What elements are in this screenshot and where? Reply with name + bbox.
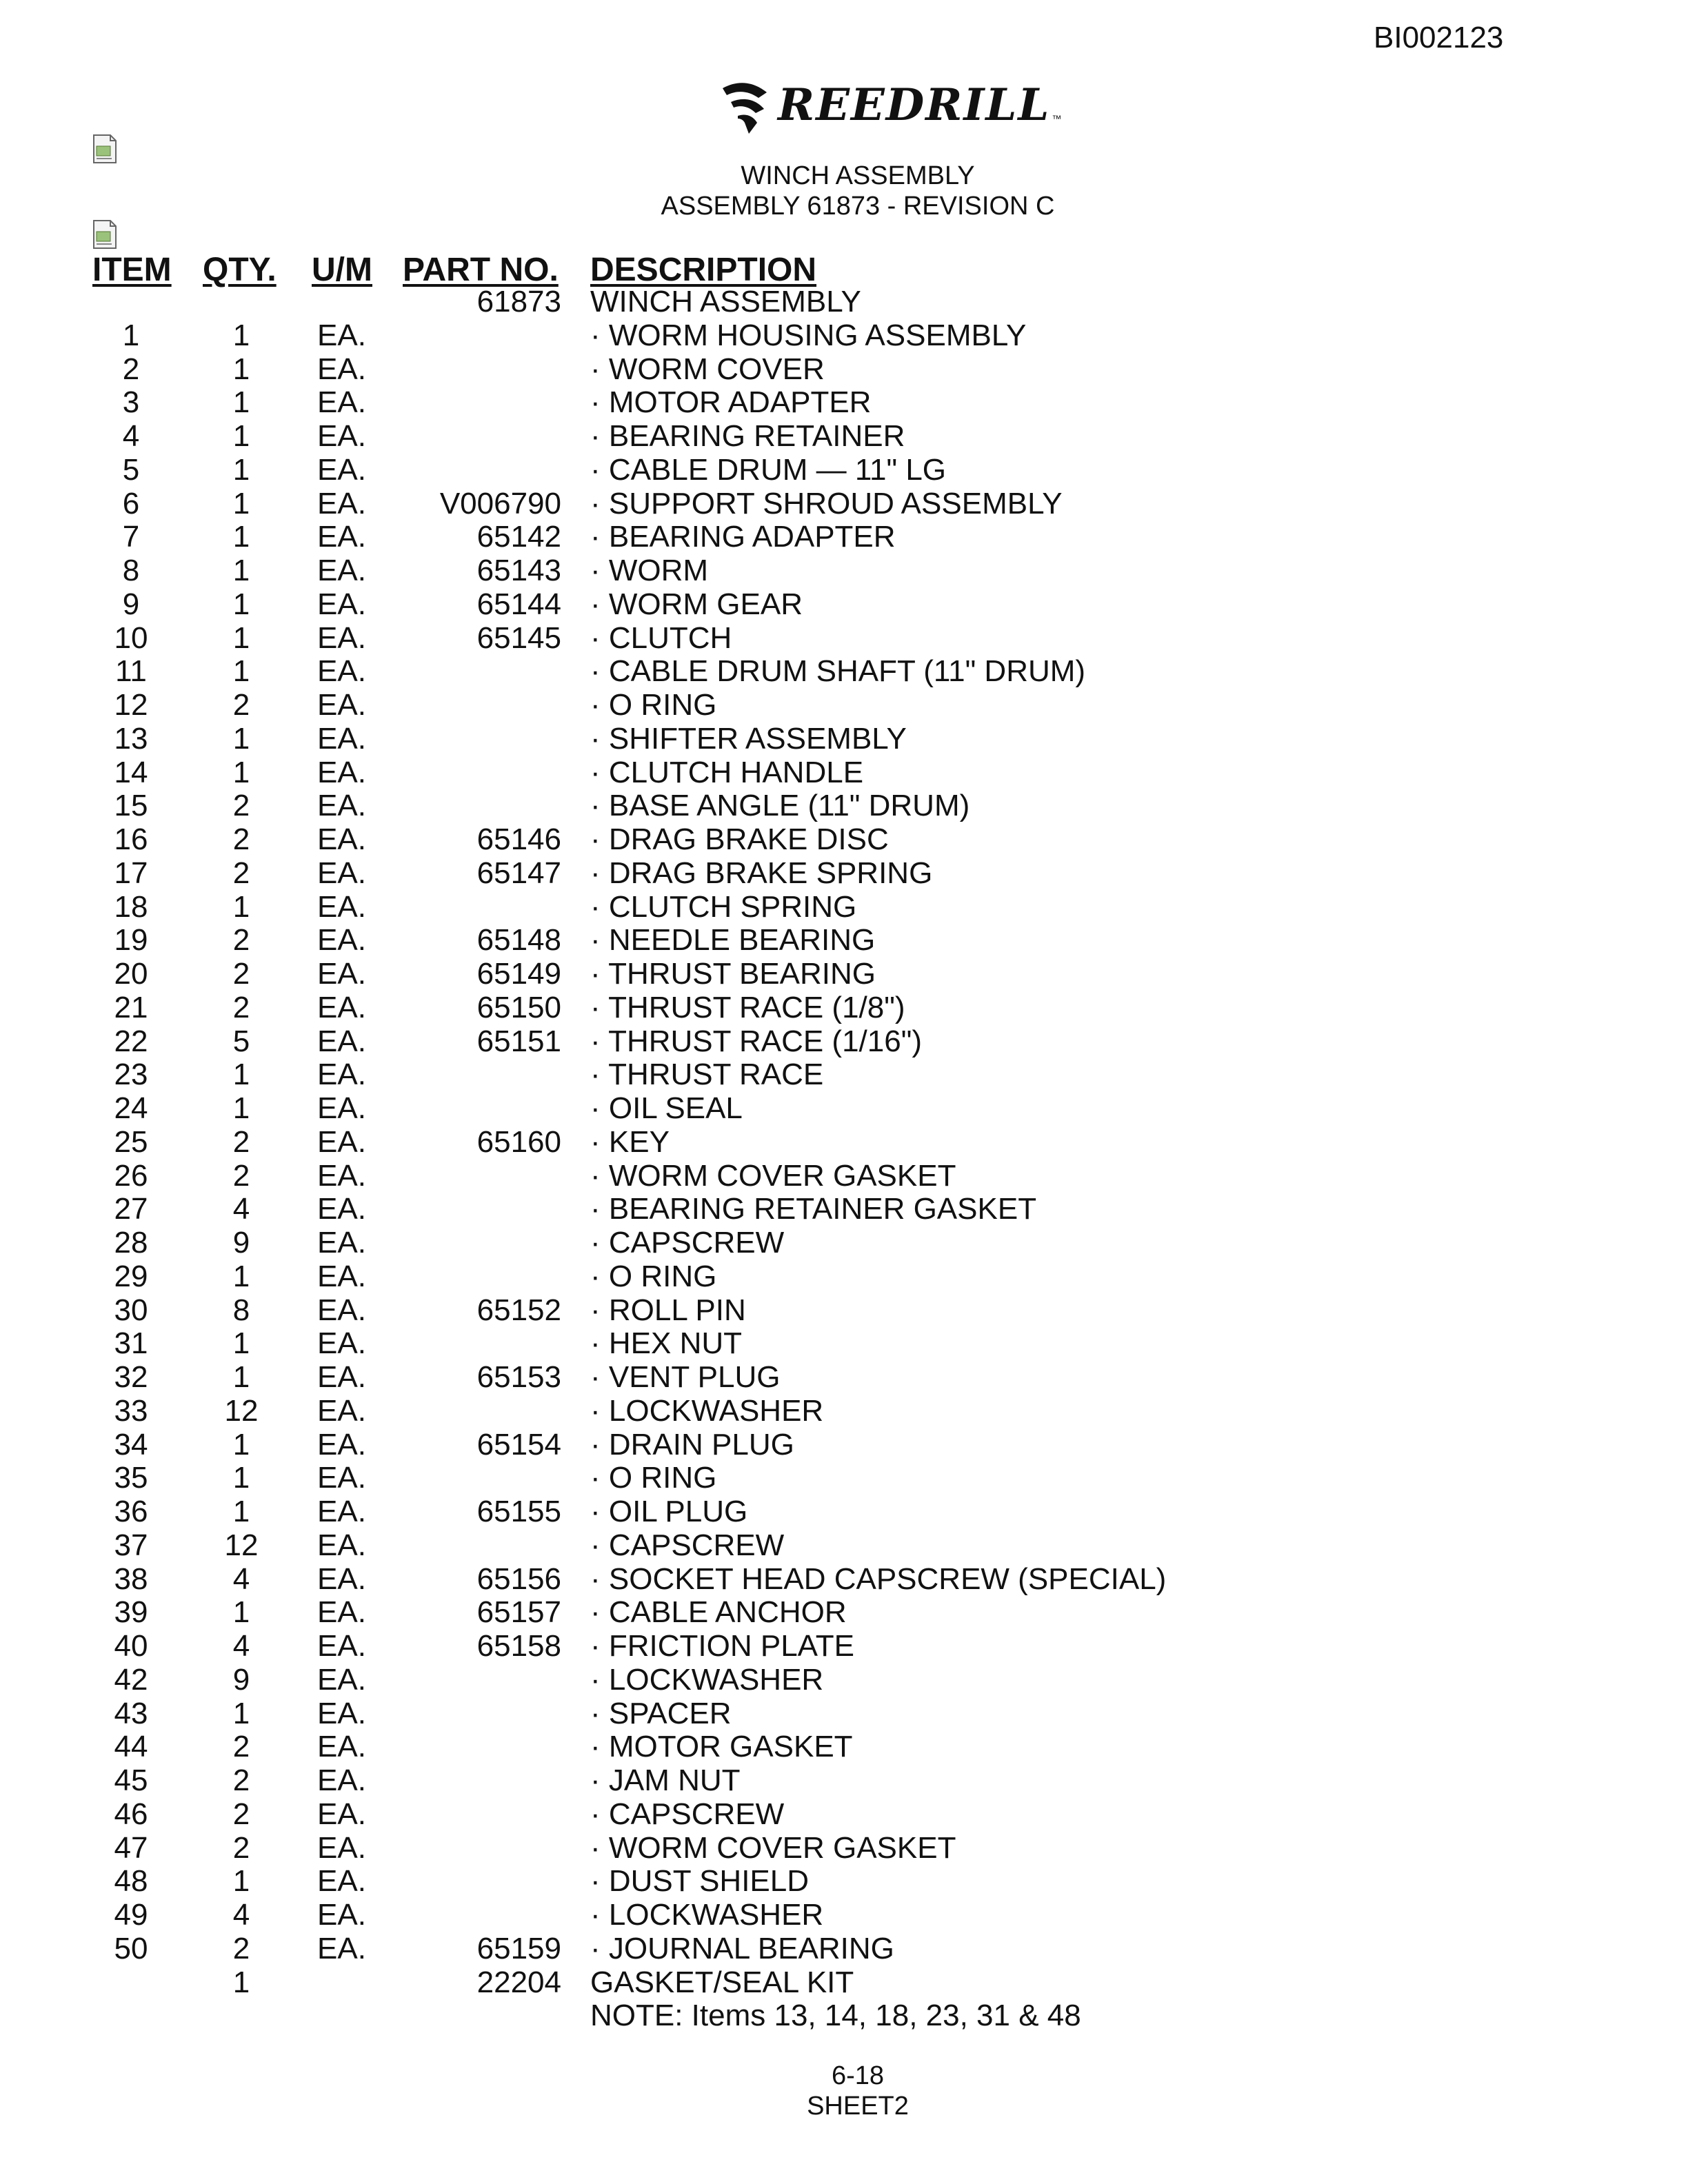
unit-cell: EA. (317, 587, 366, 621)
table-row (0, 1193, 1688, 1226)
unit-cell: EA. (317, 1864, 366, 1899)
quantity-cell: 5 (232, 1024, 250, 1058)
item-number-cell: 32 (114, 1360, 148, 1394)
quantity-cell: 12 (224, 1393, 259, 1428)
quantity-cell: 2 (232, 1763, 250, 1797)
part-number-cell: 65151 (476, 1024, 561, 1058)
description-cell: · JAM NUT (590, 1763, 741, 1797)
description-cell: · BEARING RETAINER (590, 419, 905, 453)
unit-cell: EA. (317, 1259, 366, 1293)
item-number-cell: 8 (122, 554, 140, 587)
unit-cell: EA. (317, 1226, 366, 1260)
table-row (0, 689, 1688, 722)
item-number-cell: 28 (114, 1226, 148, 1260)
description-cell: · WORM COVER (590, 352, 825, 386)
description-cell: · CLUTCH SPRING (590, 889, 857, 924)
description-cell: · SOCKET HEAD CAPSCREW (SPECIAL) (590, 1561, 1167, 1596)
table-row (0, 1126, 1688, 1160)
item-number-cell: 17 (114, 856, 148, 890)
description-cell: WINCH ASSEMBLY (590, 285, 861, 318)
description-cell: · DUST SHIELD (590, 1864, 810, 1899)
item-number-cell: 40 (114, 1629, 148, 1663)
table-row (0, 924, 1688, 958)
quantity-cell: 2 (232, 1797, 250, 1831)
item-number-cell: 43 (114, 1696, 148, 1730)
description-cell: · OIL PLUG (590, 1495, 748, 1528)
quantity-cell: 1 (232, 1058, 250, 1092)
item-number-cell: 47 (114, 1830, 148, 1865)
part-number-cell: 65144 (476, 587, 561, 621)
table-row (0, 1025, 1688, 1059)
description-cell: · MOTOR ADAPTER (590, 385, 872, 420)
part-number-cell: 65152 (476, 1293, 561, 1327)
quantity-cell: 1 (232, 385, 250, 420)
description-cell: · THRUST RACE (1/8") (590, 990, 905, 1024)
unit-cell: EA. (317, 654, 366, 689)
unit-cell: EA. (317, 1528, 366, 1562)
item-number-cell: 7 (122, 520, 140, 554)
description-cell: · OIL SEAL (590, 1091, 743, 1125)
part-number-cell: 65147 (476, 856, 561, 890)
quantity-cell: 2 (232, 1730, 250, 1764)
part-number-cell: 65154 (476, 1427, 561, 1462)
quantity-cell: 4 (232, 1561, 250, 1596)
unit-cell: EA. (317, 1326, 366, 1361)
table-row (0, 1697, 1688, 1731)
quantity-cell: 2 (232, 923, 250, 958)
unit-cell: EA. (317, 1058, 366, 1092)
quantity-cell: 1 (232, 318, 250, 352)
table-row (0, 1832, 1688, 1866)
unit-cell: EA. (317, 1561, 366, 1596)
unit-cell: EA. (317, 789, 366, 823)
column-header-um: U/M (312, 252, 372, 288)
unit-cell: EA. (317, 1427, 366, 1462)
table-row (0, 857, 1688, 891)
description-cell: · CABLE ANCHOR (590, 1595, 847, 1630)
item-number-cell: 24 (114, 1091, 148, 1125)
quantity-cell: 2 (232, 789, 250, 823)
quantity-cell: 2 (232, 1830, 250, 1865)
quantity-cell: 1 (232, 419, 250, 453)
part-number-cell: 65158 (476, 1629, 561, 1663)
table-row (0, 1260, 1688, 1294)
unit-cell: EA. (317, 822, 366, 856)
table-row (0, 722, 1688, 756)
column-header-part-no: PART NO. (403, 252, 559, 288)
unit-cell: EA. (317, 889, 366, 924)
table-row (0, 1529, 1688, 1563)
part-number-cell: 65142 (476, 520, 561, 554)
unit-cell: EA. (317, 1696, 366, 1730)
quantity-cell: 1 (232, 1326, 250, 1361)
table-row (0, 991, 1688, 1025)
quantity-cell: 2 (232, 957, 250, 991)
quantity-cell: 4 (232, 1192, 250, 1226)
table-row (0, 891, 1688, 924)
description-cell: · CLUTCH (590, 620, 732, 655)
table-row (0, 1495, 1688, 1529)
table-row (0, 285, 1688, 319)
unit-cell: EA. (317, 957, 366, 991)
item-number-cell: 37 (114, 1528, 148, 1562)
part-number-cell: 65157 (476, 1595, 561, 1630)
description-cell: · THRUST BEARING (590, 957, 876, 991)
quantity-cell: 1 (232, 587, 250, 621)
description-cell: · THRUST RACE (590, 1058, 824, 1092)
description-cell: · DRAG BRAKE SPRING (590, 856, 933, 890)
description-cell: · CAPSCREW (590, 1226, 785, 1260)
table-row (0, 1563, 1688, 1597)
unit-cell: EA. (317, 1293, 366, 1327)
item-number-cell: 3 (122, 385, 140, 420)
sheet-label: SHEET2 (807, 2092, 909, 2121)
part-number-cell: 22204 (476, 1965, 561, 1999)
table-row (0, 1395, 1688, 1428)
item-number-cell: 45 (114, 1763, 148, 1797)
item-number-cell: 33 (114, 1393, 148, 1428)
description-cell: · FRICTION PLATE (590, 1629, 854, 1663)
table-row (0, 1428, 1688, 1462)
quantity-cell: 1 (232, 1461, 250, 1495)
unit-cell: EA. (317, 923, 366, 958)
description-cell: · CAPSCREW (590, 1797, 785, 1831)
table-row (0, 1630, 1688, 1664)
table-row (0, 823, 1688, 857)
part-number-cell: 65150 (476, 990, 561, 1024)
unit-cell: EA. (317, 352, 366, 386)
item-number-cell: 42 (114, 1662, 148, 1697)
logo-wordmark: REEDRILL (778, 79, 1051, 131)
quantity-cell: 4 (232, 1898, 250, 1932)
item-number-cell: 44 (114, 1730, 148, 1764)
description-cell: · DRAG BRAKE DISC (590, 822, 889, 856)
table-row (0, 1092, 1688, 1126)
item-number-cell: 39 (114, 1595, 148, 1630)
quantity-cell: 9 (232, 1226, 250, 1260)
item-number-cell: 6 (122, 486, 140, 520)
description-cell: · LOCKWASHER (590, 1393, 824, 1428)
item-number-cell: 49 (114, 1898, 148, 1932)
description-cell: GASKET/SEAL KIT (590, 1965, 854, 1999)
item-number-cell: 15 (114, 789, 148, 823)
unit-cell: EA. (317, 1124, 366, 1159)
table-row (0, 1058, 1688, 1092)
quantity-cell: 1 (232, 1360, 250, 1394)
document-icon (91, 134, 119, 164)
unit-cell: EA. (317, 486, 366, 520)
description-cell: · CLUTCH HANDLE (590, 755, 864, 789)
description-cell: · SPACER (590, 1696, 732, 1730)
document-id: BI002123 (1374, 21, 1504, 54)
description-cell: · DRAIN PLUG (590, 1427, 794, 1462)
item-number-cell: 21 (114, 990, 148, 1024)
quantity-cell: 1 (232, 1595, 250, 1630)
item-number-cell: 5 (122, 452, 140, 487)
description-cell: · WORM COVER GASKET (590, 1158, 956, 1193)
table-row (0, 1999, 1688, 2033)
drill-logo-icon (717, 74, 772, 136)
description-cell: · WORM HOUSING ASSEMBLY (590, 318, 1027, 352)
quantity-cell: 1 (232, 520, 250, 554)
part-number-cell: 65153 (476, 1360, 561, 1394)
description-cell: · CABLE DRUM SHAFT (11" DRUM) (590, 654, 1086, 689)
unit-cell: EA. (317, 419, 366, 453)
description-cell: · CAPSCREW (590, 1528, 785, 1562)
item-number-cell: 26 (114, 1158, 148, 1193)
table-row (0, 1899, 1688, 1932)
table-row (0, 1798, 1688, 1832)
description-cell: · SHIFTER ASSEMBLY (590, 721, 907, 756)
quantity-cell: 2 (232, 688, 250, 722)
item-number-cell: 23 (114, 1058, 148, 1092)
item-number-cell: 16 (114, 822, 148, 856)
quantity-cell: 2 (232, 1124, 250, 1159)
quantity-cell: 9 (232, 1662, 250, 1697)
part-number-cell: 61873 (476, 285, 561, 318)
item-number-cell: 11 (115, 654, 147, 689)
quantity-cell: 1 (232, 1864, 250, 1899)
quantity-cell: 1 (232, 1495, 250, 1528)
item-number-cell: 20 (114, 957, 148, 991)
quantity-cell: 1 (232, 1091, 250, 1125)
description-cell: · JOURNAL BEARING (590, 1931, 894, 1965)
description-cell: · LOCKWASHER (590, 1898, 824, 1932)
table-row (0, 353, 1688, 387)
part-number-cell: 65143 (476, 554, 561, 587)
document-icon (91, 219, 119, 250)
description-cell: NOTE: Items 13, 14, 18, 23, 31 & 48 (590, 1999, 1081, 2033)
item-number-cell: 50 (114, 1931, 148, 1965)
unit-cell: EA. (317, 755, 366, 789)
quantity-cell: 1 (232, 654, 250, 689)
table-row (0, 1664, 1688, 1697)
unit-cell: EA. (317, 1158, 366, 1193)
logo-trademark: ™ (1052, 113, 1062, 124)
part-number-cell: 65148 (476, 923, 561, 958)
item-number-cell: 35 (114, 1461, 148, 1495)
unit-cell: EA. (317, 856, 366, 890)
item-number-cell: 13 (114, 721, 148, 756)
table-row (0, 1226, 1688, 1260)
unit-cell: EA. (317, 1360, 366, 1394)
unit-cell: EA. (317, 990, 366, 1024)
description-cell: · WORM GEAR (590, 587, 803, 621)
part-number-cell: 65156 (476, 1561, 561, 1596)
table-row (0, 1730, 1688, 1764)
table-row (0, 319, 1688, 353)
item-number-cell: 48 (114, 1864, 148, 1899)
assembly-revision: ASSEMBLY 61873 - REVISION C (661, 192, 1055, 221)
table-row (0, 420, 1688, 454)
table-row (0, 1596, 1688, 1630)
unit-cell: EA. (317, 520, 366, 554)
unit-cell: EA. (317, 721, 366, 756)
unit-cell: EA. (317, 620, 366, 655)
quantity-cell: 12 (224, 1528, 259, 1562)
unit-cell: EA. (317, 1797, 366, 1831)
description-cell: · KEY (590, 1124, 670, 1159)
unit-cell: EA. (317, 688, 366, 722)
item-number-cell: 25 (114, 1124, 148, 1159)
description-cell: · THRUST RACE (1/16") (590, 1024, 922, 1058)
unit-cell: EA. (317, 1091, 366, 1125)
quantity-cell: 1 (232, 755, 250, 789)
table-row (0, 520, 1688, 554)
part-number-cell: V006790 (439, 486, 561, 520)
quantity-cell: 1 (232, 486, 250, 520)
description-cell: · WORM COVER GASKET (590, 1830, 956, 1865)
table-row (0, 554, 1688, 588)
table-row (0, 487, 1688, 521)
item-number-cell: 2 (122, 352, 140, 386)
part-number-cell: 65146 (476, 822, 561, 856)
table-row (0, 655, 1688, 689)
item-number-cell: 19 (114, 923, 148, 958)
description-cell: · NEEDLE BEARING (590, 923, 876, 958)
description-cell: · BEARING ADAPTER (590, 520, 896, 554)
part-number-cell: 65159 (476, 1931, 561, 1965)
unit-cell: EA. (317, 385, 366, 420)
item-number-cell: 30 (114, 1293, 148, 1327)
item-number-cell: 22 (114, 1024, 148, 1058)
unit-cell: EA. (317, 318, 366, 352)
table-row (0, 454, 1688, 487)
unit-cell: EA. (317, 1461, 366, 1495)
description-cell: · O RING (590, 1461, 717, 1495)
quantity-cell: 1 (232, 620, 250, 655)
quantity-cell: 1 (232, 1427, 250, 1462)
page-number: 6-18 (831, 2061, 885, 2090)
quantity-cell: 1 (232, 1696, 250, 1730)
table-row (0, 1764, 1688, 1798)
table-row (0, 1966, 1688, 2000)
column-header-qty: QTY. (203, 252, 277, 288)
item-number-cell: 18 (114, 889, 148, 924)
unit-cell: EA. (317, 1830, 366, 1865)
description-cell: · O RING (590, 688, 717, 722)
item-number-cell: 27 (114, 1192, 148, 1226)
unit-cell: EA. (317, 1763, 366, 1797)
item-number-cell: 10 (114, 620, 148, 655)
unit-cell: EA. (317, 1898, 366, 1932)
quantity-cell: 2 (232, 990, 250, 1024)
quantity-cell: 1 (232, 721, 250, 756)
unit-cell: EA. (317, 1024, 366, 1058)
parts-list (0, 285, 1688, 2033)
quantity-cell: 2 (232, 822, 250, 856)
item-number-cell: 14 (114, 755, 148, 789)
description-cell: · O RING (590, 1259, 717, 1293)
quantity-cell: 1 (232, 1259, 250, 1293)
description-cell: · CABLE DRUM — 11" LG (590, 452, 947, 487)
quantity-cell: 1 (232, 554, 250, 587)
table-row (0, 1327, 1688, 1361)
table-row (0, 756, 1688, 790)
description-cell: · LOCKWASHER (590, 1662, 824, 1697)
company-logo (717, 74, 1061, 136)
table-row (0, 1361, 1688, 1395)
table-row (0, 1160, 1688, 1193)
item-number-cell: 4 (122, 419, 140, 453)
table-row (0, 622, 1688, 656)
unit-cell: EA. (317, 1931, 366, 1965)
description-cell: · ROLL PIN (590, 1293, 746, 1327)
quantity-cell: 1 (232, 889, 250, 924)
table-row (0, 958, 1688, 991)
unit-cell: EA. (317, 452, 366, 487)
quantity-cell: 1 (232, 352, 250, 386)
quantity-cell: 1 (232, 452, 250, 487)
table-row (0, 1865, 1688, 1899)
unit-cell: EA. (317, 554, 366, 587)
quantity-cell: 2 (232, 1158, 250, 1193)
item-number-cell: 31 (114, 1326, 148, 1361)
item-number-cell: 29 (114, 1259, 148, 1293)
quantity-cell: 2 (232, 856, 250, 890)
unit-cell: EA. (317, 1629, 366, 1663)
quantity-cell: 8 (232, 1293, 250, 1327)
item-number-cell: 46 (114, 1797, 148, 1831)
description-cell: · BEARING RETAINER GASKET (590, 1192, 1037, 1226)
table-row (0, 386, 1688, 420)
unit-cell: EA. (317, 1393, 366, 1428)
quantity-cell: 4 (232, 1629, 250, 1663)
item-number-cell: 9 (122, 587, 140, 621)
part-number-cell: 65145 (476, 620, 561, 655)
unit-cell: EA. (317, 1192, 366, 1226)
part-number-cell: 65155 (476, 1495, 561, 1528)
table-row (0, 588, 1688, 622)
part-number-cell: 65149 (476, 957, 561, 991)
quantity-cell: 2 (232, 1931, 250, 1965)
description-cell: · HEX NUT (590, 1326, 742, 1361)
quantity-cell: 1 (232, 1965, 250, 1999)
column-header-description: DESCRIPTION (590, 252, 817, 288)
item-number-cell: 38 (114, 1561, 148, 1596)
table-row (0, 1294, 1688, 1328)
description-cell: · SUPPORT SHROUD ASSEMBLY (590, 486, 1063, 520)
unit-cell: EA. (317, 1662, 366, 1697)
item-number-cell: 34 (114, 1427, 148, 1462)
unit-cell: EA. (317, 1495, 366, 1528)
item-number-cell: 36 (114, 1495, 148, 1528)
item-number-cell: 12 (114, 688, 148, 722)
part-number-cell: 65160 (476, 1124, 561, 1159)
unit-cell: EA. (317, 1730, 366, 1764)
table-row (0, 1932, 1688, 1966)
description-cell: · MOTOR GASKET (590, 1730, 853, 1764)
description-cell: · WORM (590, 554, 709, 587)
item-number-cell: 1 (122, 318, 140, 352)
table-row (0, 1462, 1688, 1495)
column-header-item: ITEM (92, 252, 172, 288)
description-cell: · BASE ANGLE (11" DRUM) (590, 789, 970, 823)
description-cell: · VENT PLUG (590, 1360, 781, 1394)
table-row (0, 789, 1688, 823)
assembly-title: WINCH ASSEMBLY (741, 161, 975, 190)
unit-cell: EA. (317, 1595, 366, 1630)
